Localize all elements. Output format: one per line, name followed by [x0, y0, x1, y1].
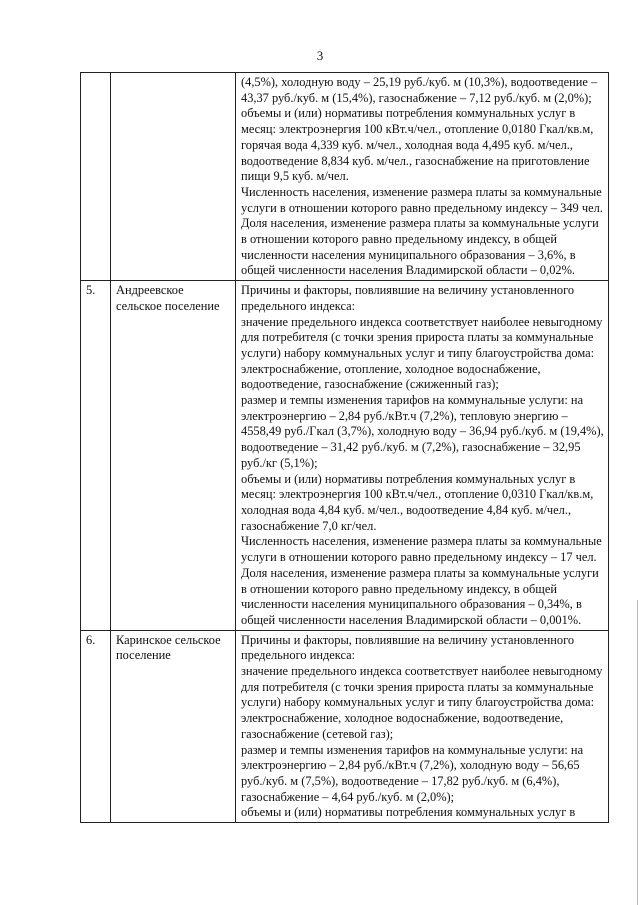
row-description [236, 630, 609, 822]
paragraph: объемы и (или) нормативы потребления коммунальных услуг в месяц: электроэнергия 100 кВт.ч/чел., отопление 0,0310 Гкал/кв.м, холодная вода 4,84 куб. м/чел., водоотведение 4,84 куб. м/чел., газоснабжение 7,0 кг/чел. [241, 471, 594, 533]
paragraph: значение предельного индекса соответствует наиболее невыгодному для потребителя (с точки зрения прироста платы за коммунальные услуги) набору коммунальных услуг и типу благоустройства дома: электроснабжение, отопление, холодное водоснабжение, водоотведение, газоснабжение (сжиженный газ); [241, 314, 603, 392]
municipality-name: Андреевское сельское поселение [111, 281, 236, 630]
municipality-name: Каринское сельское поселение [111, 630, 236, 822]
tariff-table [80, 72, 609, 823]
paragraph: Численность населения, изменение размера платы за коммунальные услуги в отношении которого равно предельному индексу – 349 чел. [241, 184, 603, 215]
paragraph: размер и темпы изменения тарифов на коммунальные услуги: на электроэнергию – 2,84 руб./кВт.ч (7,2%), тепловую энергию – 4558,49 руб./Гкал (3,7%), холодную воду – 36,94 руб./куб. м (19,4%), водоотведение – 31,42 руб./куб. м (7,2%), газоснабжение – 32,95 руб./кг (5,1%); [241, 393, 604, 470]
table-row [81, 281, 609, 630]
municipality-name [111, 73, 236, 281]
paragraph: объемы и (или) нормативы потребления коммунальных услуг в [241, 805, 576, 820]
paragraph: (4,5%), холодную воду – 25,19 руб./куб. м (10,3%), водоотведение – 43,37 руб./куб. м (15,4%), газоснабжение – 7,12 руб./куб. м (2,0%); [241, 75, 598, 105]
table-row [81, 73, 609, 281]
paragraph: Доля населения, изменение размера платы за коммунальные услуги в отношении которого равно предельному индексу, в общей численности населения муниципального образования – 0,34%, в общей численности населения Владимирской области – 0,001%. [241, 565, 599, 627]
row-number [81, 73, 111, 281]
paragraph: Причины и факторы, повлиявшие на величину установленного предельного индекса: [241, 632, 575, 663]
paragraph: Причины и факторы, повлиявшие на величину установленного предельного индекса: [241, 283, 575, 313]
paragraph: объемы и (или) нормативы потребления коммунальных услуг в месяц: электроэнергия 100 кВт.ч/чел., отопление 0,0180 Гкал/кв.м, горячая вода 4,339 куб. м/чел., холодная вода 4,495 куб. м/чел., водоотведение 8,834 куб. м/чел., газоснабжение на приготовление пищи 9,5 куб. м/чел. [241, 106, 594, 184]
paragraph: размер и темпы изменения тарифов на коммунальные услуги: на электроэнергию – 2,84 руб./кВт.ч (7,2%), холодную воду – 56,65 руб./куб. м (7,5%), водоотведение – 17,82 руб./куб. м (6,4%), газоснабжение – 4,64 руб./куб. м (2,0%); [241, 742, 584, 804]
paragraph: значение предельного индекса соответствует наиболее невыгодному для потребителя (с точки зрения прироста платы за коммунальные услуги) набору коммунальных услуг и типу благоустройства дома: электроснабжение, холодное водоснабжение, водоотведение, газоснабжение (сетевой газ); [241, 664, 603, 741]
paragraph: Численность населения, изменение размера платы за коммунальные услуги в отношении которого равно предельному индексу – 17 чел. [241, 534, 602, 565]
row-description [236, 281, 609, 630]
page-number: 3 [316, 48, 324, 63]
row-number: 6. [81, 630, 111, 822]
row-number: 5. [81, 281, 111, 630]
paragraph: Доля населения, изменение размера платы за коммунальные услуги в отношении которого равно предельному индексу, в общей численности населения муниципального образования – 3,6%, в общей численности населения Владимирской области – 0,02%. [241, 216, 599, 278]
row-description [236, 73, 609, 281]
table-row [81, 630, 609, 822]
scan-edge-line [637, 600, 638, 905]
